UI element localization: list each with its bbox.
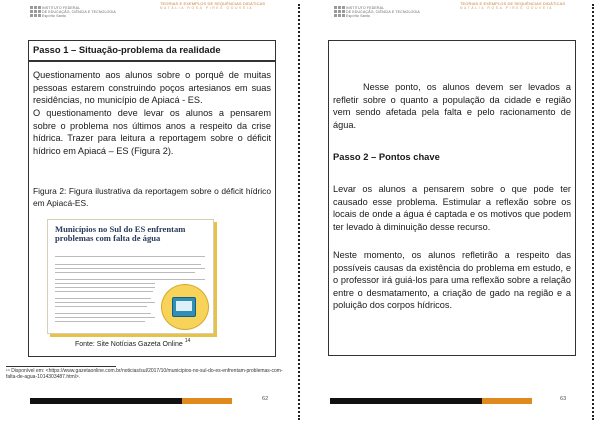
book-title: TEORIAS E EXEMPLOS DE SEQUÊNCIAS DIDÁTICAS NATÁLIA ROSA PIRES GOUVEIA bbox=[460, 1, 566, 10]
figure-caption: Figura 2: Figura ilustrativa da reportagem sobre o déficit hídrico em Apiacá-ES. bbox=[33, 186, 271, 208]
step1-paragraph-1: Questionamento aos alunos sobre o porquê de muitas pessoas estarem construindo poços artesianos em suas residências, no município de Apiacá - ES. bbox=[33, 70, 271, 106]
page-number-right: 63 bbox=[560, 396, 567, 402]
step1-heading-box bbox=[28, 40, 276, 61]
footnote: ¹⁴ Disponível em: <https://www.gazetaonline.com.br/noticias/sul/2017/10/municipios-no-sul-do-es-enfrentam-problemas-com-falta-de-agua-1014303487.html>. bbox=[6, 368, 283, 381]
institution-name: INSTITUTO FEDERAL DE EDUCAÇÃO, CIÊNCIA E TECNOLOGIA Espírito Santo bbox=[346, 6, 420, 19]
step2-content-box bbox=[328, 40, 576, 356]
footnote-rule bbox=[6, 366, 116, 367]
step2-paragraph-1: Levar os alunos a pensarem sobre o que pode ter causado esse problema. Estimular a reflexão sobre os locais de onde a água é captada e os motivos que podem ter levado à diminuição desse recurso. bbox=[333, 184, 571, 232]
footer-bar-orange bbox=[182, 398, 232, 404]
step2-paragraph-2: Neste momento, os alunos refletirão a respeito das possíveis causas da existência do problema em estudo, e o professor irá guiá-los para uma reflexão sobre a relação entre o desmatamento, a criação de gado na região e a poluição dos corpos hídricos. bbox=[333, 250, 571, 311]
institution-header bbox=[334, 6, 434, 28]
left-page bbox=[0, 0, 296, 424]
step1-heading: Passo 1 – Situação-problema da realidade bbox=[33, 44, 221, 55]
right-page bbox=[304, 0, 600, 424]
footer-bar-orange bbox=[482, 398, 532, 404]
institution-logo-icon bbox=[334, 6, 344, 16]
institution-header bbox=[30, 6, 130, 28]
book-title: TEORIAS E EXEMPLOS DE SEQUÊNCIAS DIDÁTICAS NATÁLIA ROSA PIRES GOUVEIA bbox=[160, 1, 266, 10]
institution-logo-icon bbox=[30, 6, 40, 16]
page-divider-left bbox=[298, 4, 300, 420]
figure-source: Fonte: Site Notícias Gazeta Online $^{14}$ bbox=[75, 338, 191, 348]
footer-bar-black bbox=[30, 398, 182, 404]
footer-bar-black bbox=[330, 398, 482, 404]
reflection-paragraph: Nesse ponto, os alunos devem ser levados a refletir sobre o quanto a população da cidade e região vem sendo afetada pela falta e pelo racionamento de água. bbox=[333, 82, 571, 130]
news-figure bbox=[47, 219, 214, 334]
page-number-left: 62 bbox=[262, 396, 269, 402]
institution-name: INSTITUTO FEDERAL DE EDUCAÇÃO, CIÊNCIA E TECNOLOGIA Espírito Santo bbox=[42, 6, 116, 19]
step1-paragraph-2: O questionamento deve levar os alunos a pensarem sobre o problema nos últimos anos a respeito da crise hídrica. Trazer para leitura a reportagem sobre o déficit hídrico em Apiacá – ES (Figura 2). bbox=[33, 108, 271, 156]
step2-heading: Passo 2 – Pontos chave bbox=[333, 151, 440, 162]
news-headline: Municípios no Sul do ES enfrentam problemas com falta de água bbox=[55, 224, 186, 244]
page-divider-right bbox=[592, 4, 594, 420]
newspaper-illustration-icon bbox=[161, 284, 209, 330]
